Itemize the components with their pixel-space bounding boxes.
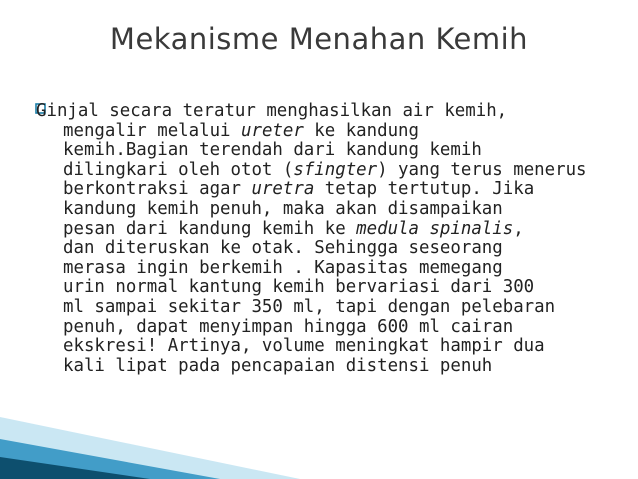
paragraph-line [63,357,623,377]
italic-term: medula spinalis [356,218,514,239]
italic-term: uretra [251,179,315,200]
text-run: dan diteruskan ke otak. Sehingga seseorang [63,238,503,259]
paragraph-line [63,141,623,161]
paragraph-line [63,220,623,240]
text-run: merasa ingin berkemih . Kapasitas memegang [63,257,503,278]
slide-title: Mekanisme Menahan Kemih [109,22,529,56]
text-run: kali lipat pada pencapaian distensi penuh [63,355,493,376]
text-run: penuh, dapat menyimpan hingga 600 ml cairan [63,316,514,337]
italic-term: ureter [241,120,304,141]
text-run: ekskresi! Artinya, volume meningkat hampir dua [63,336,545,357]
paragraph-line [63,122,623,142]
text-run: kandung kemih penuh, maka akan disampaikan [63,198,503,219]
paragraph-line [63,337,623,357]
text-run: urin normal kantung kemih bervariasi dari 300 [63,277,535,298]
text-run: tetap tertutup. Jika [314,179,535,200]
text-run: berkontraksi agar [63,179,252,200]
text-run: pesan dari kandung kemih ke [63,218,357,239]
text-run: ke kandung [303,120,419,141]
paragraph-line [63,259,623,279]
paragraph-line [63,298,623,318]
paragraph-line [63,239,623,259]
corner-decoration [0,399,300,479]
text-run: Ginjal secara teratur menghasilkan air kemih, [36,101,508,121]
text-run: , [513,218,524,239]
paragraph-line [63,161,623,181]
italic-term: sfingter [293,159,378,180]
text-run: dilingkari oleh otot ( [63,159,294,180]
paragraph-line [63,278,623,298]
paragraph-line [63,318,623,338]
text-run: ml sampai sekitar 350 ml, tapi dengan pelebaran [63,296,556,317]
text-run: mengalir melalui [63,120,241,141]
paragraph-line [36,102,623,122]
paragraph-line [63,200,623,220]
text-run: ) yang terus menerus [377,159,587,180]
paragraph-line [63,180,623,200]
text-run: kemih.Bagian terendah dari kandung kemih [63,140,482,161]
slide-body-paragraph [36,101,623,376]
